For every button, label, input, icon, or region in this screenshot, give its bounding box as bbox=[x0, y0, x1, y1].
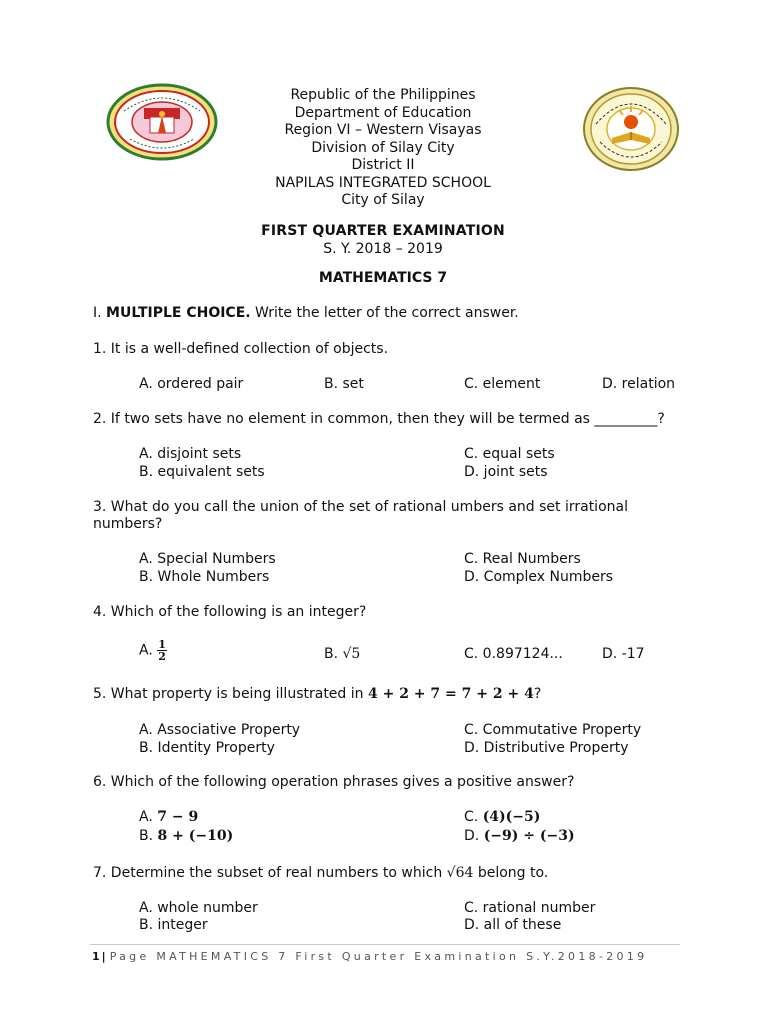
exam-title-block bbox=[180, 222, 586, 258]
q6-option-a bbox=[139, 809, 198, 825]
instruction-heading: MULTIPLE CHOICE. bbox=[106, 305, 251, 321]
q4-option-b bbox=[324, 646, 360, 662]
q3-option-b: B. Whole Numbers bbox=[139, 569, 270, 585]
q6-option-a-label: A. bbox=[139, 809, 153, 825]
q1-option-c: C. element bbox=[464, 376, 541, 392]
question-7-text: 7. Determine the subset of real numbers to which bbox=[93, 865, 447, 881]
school-seal bbox=[582, 86, 680, 172]
footer-separator: | bbox=[101, 950, 106, 963]
q5-option-c: C. Commutative Property bbox=[464, 722, 642, 738]
q3-option-c: C. Real Numbers bbox=[464, 551, 581, 567]
question-3-line-1: 3. What do you call the union of the set of rational umbers and set irrational bbox=[93, 499, 628, 515]
q6-option-b-label: B. bbox=[139, 828, 154, 844]
q7-option-a: A. whole number bbox=[139, 900, 258, 916]
q6-option-c-label: C. bbox=[464, 809, 479, 825]
letterhead bbox=[230, 87, 536, 210]
fraction-denominator: 2 bbox=[158, 650, 166, 663]
q6-option-c bbox=[464, 809, 540, 825]
q2-option-d: D. joint sets bbox=[464, 464, 548, 480]
header-line-republic: Republic of the Philippines bbox=[290, 87, 476, 103]
q5-option-d: D. Distributive Property bbox=[464, 740, 629, 756]
question-3-line-2: numbers? bbox=[93, 516, 163, 532]
header-line-region: Region VI – Western Visayas bbox=[284, 122, 482, 138]
q5-option-a: A. Associative Property bbox=[139, 722, 301, 738]
subject-title: MATHEMATICS 7 bbox=[318, 270, 448, 286]
question-5-end: ? bbox=[533, 686, 542, 702]
question-7-math: √64 bbox=[446, 865, 474, 881]
q6-option-d-math: (−9) ÷ (−3) bbox=[483, 828, 575, 844]
instruction bbox=[93, 305, 519, 321]
header-line-school: NAPILAS INTEGRATED SCHOOL bbox=[275, 174, 491, 191]
q6-option-a-math: 7 − 9 bbox=[157, 809, 199, 825]
fraction-one-half bbox=[157, 639, 167, 662]
q6-option-c-math: (4)(−5) bbox=[482, 809, 541, 825]
header-line-city: City of Silay bbox=[341, 192, 425, 208]
q7-option-c: C. rational number bbox=[464, 900, 596, 916]
q5-option-b: B. Identity Property bbox=[139, 740, 275, 756]
q4-option-d: D. -17 bbox=[602, 646, 645, 662]
q7-option-b: B. integer bbox=[139, 917, 208, 933]
q6-option-b bbox=[139, 828, 233, 844]
footer-text: Page MATHEMATICS 7 First Quarter Examination S.Y.2018-2019 bbox=[109, 950, 648, 963]
question-5-equation: 4 + 2 + 7 = 7 + 2 + 4 bbox=[367, 686, 534, 702]
fraction-numerator: 1 bbox=[158, 638, 166, 651]
deped-division-seal bbox=[106, 83, 218, 161]
q6-option-d bbox=[464, 828, 575, 844]
question-5 bbox=[93, 686, 541, 702]
q2-option-b: B. equivalent sets bbox=[139, 464, 265, 480]
page-footer bbox=[92, 950, 647, 963]
question-6: 6. Which of the following operation phrases gives a positive answer? bbox=[93, 774, 575, 790]
exam-title: FIRST QUARTER EXAMINATION bbox=[261, 223, 505, 239]
instruction-text: Write the letter of the correct answer. bbox=[250, 305, 519, 321]
q3-option-d: D. Complex Numbers bbox=[464, 569, 614, 585]
q3-option-a: A. Special Numbers bbox=[139, 551, 276, 567]
q2-option-c: C. equal sets bbox=[464, 446, 555, 462]
footer-divider bbox=[90, 944, 680, 945]
q1-option-b: B. set bbox=[324, 376, 364, 392]
question-1: 1. It is a well-defined collection of objects. bbox=[93, 341, 389, 357]
question-2: 2. If two sets have no element in common, then they will be termed as _________? bbox=[93, 411, 665, 427]
q4-option-a-label: A. bbox=[139, 642, 153, 659]
header-line-division: Division of Silay City bbox=[311, 139, 455, 156]
q4-option-b-math: √5 bbox=[342, 646, 361, 662]
instruction-number: I. bbox=[93, 305, 102, 321]
header-line-department: Department of Education bbox=[294, 104, 472, 121]
page-number: 1 bbox=[92, 950, 100, 963]
question-4: 4. Which of the following is an integer? bbox=[93, 604, 367, 620]
q7-option-d: D. all of these bbox=[464, 917, 562, 933]
header-line-district: District II bbox=[351, 157, 415, 173]
q4-option-a bbox=[139, 639, 167, 662]
question-7-end: belong to. bbox=[473, 865, 549, 881]
school-year: S. Y. 2018 – 2019 bbox=[323, 241, 443, 257]
q1-option-a: A. ordered pair bbox=[139, 376, 244, 392]
q2-option-a: A. disjoint sets bbox=[139, 446, 242, 462]
q4-option-b-label: B. bbox=[324, 646, 339, 662]
q1-option-d: D. relation bbox=[602, 376, 676, 392]
question-5-text: 5. What property is being illustrated in bbox=[93, 686, 368, 702]
q4-option-c: C. 0.897124... bbox=[464, 646, 563, 662]
q6-option-b-math: 8 + (−10) bbox=[157, 828, 234, 844]
q6-option-d-label: D. bbox=[464, 828, 480, 844]
question-7 bbox=[93, 865, 548, 881]
